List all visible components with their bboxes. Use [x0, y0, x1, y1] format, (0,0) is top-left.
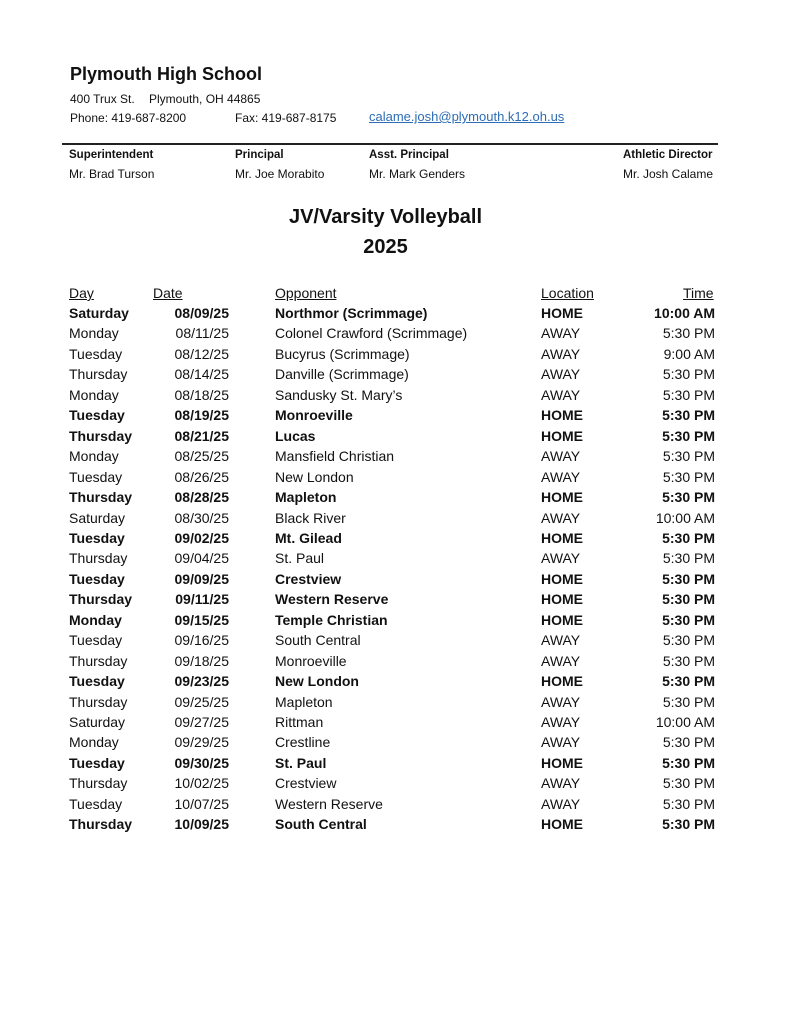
row-location: AWAY — [541, 468, 581, 485]
row-opponent: St. Paul — [275, 550, 325, 567]
row-day: Monday — [69, 325, 119, 342]
row-opponent: Monroeville — [275, 407, 353, 424]
row-location: HOME — [541, 591, 583, 608]
row-day: Thursday — [69, 366, 128, 383]
table-row — [0, 612, 791, 632]
row-opponent: Western Reserve — [275, 591, 389, 608]
table-row — [0, 775, 791, 795]
row-day: Tuesday — [69, 632, 123, 649]
row-time: 10:00 AM — [655, 714, 715, 730]
row-opponent: Rittman — [275, 714, 324, 730]
row-location: AWAY — [541, 345, 581, 362]
row-date: 09/25/25 — [174, 693, 229, 710]
staff-title-principal: Principal — [235, 149, 284, 161]
row-date: 09/11/25 — [175, 591, 229, 608]
row-date: 08/14/25 — [174, 366, 229, 383]
row-opponent: New London — [275, 468, 354, 485]
row-opponent: Mapleton — [275, 693, 333, 710]
row-opponent: Western Reserve — [275, 795, 383, 812]
row-time: 5:30 PM — [662, 754, 715, 771]
row-time: 5:30 PM — [662, 673, 715, 690]
row-opponent: Black River — [275, 509, 346, 526]
row-day: Tuesday — [69, 468, 123, 485]
row-time: 5:30 PM — [662, 693, 715, 710]
row-date: 09/23/25 — [174, 673, 229, 690]
row-location: AWAY — [541, 509, 581, 526]
row-time: 5:30 PM — [662, 734, 715, 751]
row-day: Saturday — [69, 509, 126, 526]
table-row — [0, 796, 791, 816]
row-day: Monday — [69, 734, 119, 751]
table-row — [0, 366, 791, 386]
school-phone: Phone: 419-687-8200 — [70, 111, 187, 125]
school-street: 400 Trux St. — [70, 92, 135, 106]
row-date: 10/02/25 — [174, 775, 229, 792]
table-row — [0, 305, 791, 325]
row-location: HOME — [541, 489, 583, 506]
row-date: 10/09/25 — [174, 816, 229, 833]
row-time: 5:30 PM — [662, 407, 715, 424]
row-time: 5:30 PM — [662, 386, 715, 403]
row-location: AWAY — [541, 632, 581, 649]
row-date: 08/18/25 — [174, 386, 229, 403]
header-day: Day — [69, 285, 94, 301]
row-day: Tuesday — [69, 529, 125, 546]
row-day: Tuesday — [69, 345, 123, 362]
row-time: 5:30 PM — [662, 795, 715, 812]
row-location: AWAY — [541, 693, 581, 710]
row-day: Tuesday — [69, 754, 125, 771]
row-date: 08/28/25 — [174, 489, 229, 506]
row-date: 09/27/25 — [174, 714, 229, 730]
table-row — [0, 632, 791, 652]
row-day: Tuesday — [69, 673, 125, 690]
row-time: 5:30 PM — [662, 448, 715, 465]
row-date: 08/09/25 — [174, 305, 229, 321]
table-row — [0, 407, 791, 427]
row-location: HOME — [541, 407, 583, 424]
row-date: 09/16/25 — [174, 632, 229, 649]
row-time: 5:30 PM — [662, 632, 715, 649]
table-row — [0, 694, 791, 714]
row-opponent: Monroeville — [275, 652, 347, 669]
row-time: 5:30 PM — [662, 366, 715, 383]
row-location: HOME — [541, 305, 583, 321]
row-opponent: St. Paul — [275, 754, 327, 771]
row-location: AWAY — [541, 652, 581, 669]
row-day: Thursday — [69, 693, 128, 710]
table-row — [0, 510, 791, 530]
row-opponent: Crestview — [275, 570, 342, 587]
school-city: Plymouth, OH 44865 — [149, 92, 261, 106]
row-date: 09/09/25 — [174, 570, 229, 587]
row-date: 08/19/25 — [174, 407, 229, 424]
row-day: Monday — [69, 611, 122, 628]
header-time: Time — [683, 285, 714, 301]
row-location: HOME — [541, 816, 583, 833]
row-time: 5:30 PM — [662, 775, 715, 792]
row-date: 08/12/25 — [174, 345, 229, 362]
row-day: Thursday — [69, 427, 133, 444]
table-row — [0, 734, 791, 754]
row-day: Thursday — [69, 816, 133, 833]
row-day: Thursday — [69, 550, 128, 567]
row-day: Thursday — [69, 652, 128, 669]
row-time: 5:30 PM — [662, 652, 715, 669]
row-time: 9:00 AM — [663, 345, 715, 362]
row-time: 5:30 PM — [662, 325, 715, 342]
row-time: 5:30 PM — [662, 427, 715, 444]
table-row — [0, 714, 791, 734]
row-opponent: Mt. Gilead — [275, 529, 342, 546]
row-time: 5:30 PM — [662, 489, 715, 506]
table-row — [0, 469, 791, 489]
row-location: AWAY — [541, 775, 581, 792]
row-opponent: Danville (Scrimmage) — [275, 366, 409, 383]
row-opponent: Crestview — [275, 775, 337, 792]
header-date: Date — [153, 285, 183, 301]
row-location: AWAY — [541, 734, 581, 751]
table-row — [0, 325, 791, 345]
row-location: AWAY — [541, 325, 581, 342]
row-date: 08/25/25 — [174, 448, 229, 465]
athletic-email-link[interactable]: calame.josh@plymouth.k12.oh.us — [369, 109, 565, 124]
staff-name-superintendent: Mr. Brad Turson — [69, 167, 155, 181]
staff-name-asst-principal: Mr. Mark Genders — [369, 167, 466, 181]
row-opponent: South Central — [275, 816, 367, 833]
row-location: HOME — [541, 570, 583, 587]
table-row — [0, 530, 791, 550]
row-time: 5:30 PM — [662, 570, 715, 587]
row-day: Tuesday — [69, 570, 125, 587]
row-opponent: Bucyrus (Scrimmage) — [275, 345, 410, 362]
schedule-title: JV/Varsity Volleyball — [288, 206, 483, 228]
row-date: 09/15/25 — [174, 611, 229, 628]
row-day: Monday — [69, 448, 119, 465]
row-location: HOME — [541, 754, 583, 771]
header-location: Location — [541, 285, 594, 301]
row-opponent: South Central — [275, 632, 361, 649]
row-day: Thursday — [69, 489, 133, 506]
row-location: AWAY — [541, 448, 581, 465]
row-opponent: Crestline — [275, 734, 331, 751]
table-row — [0, 591, 791, 611]
staff-title-superintendent: Superintendent — [69, 149, 154, 161]
row-opponent: Mansfield Christian — [275, 448, 395, 465]
row-date: 08/21/25 — [174, 427, 229, 444]
table-row — [0, 346, 791, 366]
schedule-year: 2025 — [363, 236, 408, 258]
school-fax: Fax: 419-687-8175 — [235, 111, 337, 125]
row-location: HOME — [541, 427, 583, 444]
table-row — [0, 428, 791, 448]
row-time: 10:00 AM — [655, 509, 715, 526]
row-opponent: Northmor (Scrimmage) — [275, 305, 428, 321]
school-name: Plymouth High School — [70, 64, 262, 84]
row-day: Saturday — [69, 305, 129, 321]
row-opponent: Sandusky St. Mary’s — [275, 386, 403, 403]
row-date: 09/18/25 — [174, 652, 229, 669]
row-date: 08/30/25 — [174, 509, 229, 526]
row-day: Saturday — [69, 714, 126, 730]
row-location: HOME — [541, 673, 583, 690]
row-time: 5:30 PM — [662, 816, 715, 833]
table-row — [0, 653, 791, 673]
row-day: Thursday — [69, 775, 128, 792]
header-opponent: Opponent — [275, 285, 337, 301]
row-day: Tuesday — [69, 407, 125, 424]
table-row — [0, 816, 791, 836]
row-date: 08/11/25 — [175, 325, 229, 342]
table-row — [0, 571, 791, 591]
row-date: 09/02/25 — [174, 529, 229, 546]
row-date: 09/04/25 — [174, 550, 229, 567]
row-date: 09/29/25 — [174, 734, 229, 751]
row-location: HOME — [541, 529, 583, 546]
row-date: 09/30/25 — [174, 754, 229, 771]
row-opponent: Colonel Crawford (Scrimmage) — [275, 325, 468, 342]
row-location: AWAY — [541, 386, 581, 403]
row-time: 5:30 PM — [662, 611, 715, 628]
table-row — [0, 489, 791, 509]
row-location: AWAY — [541, 795, 581, 812]
row-time: 5:30 PM — [662, 550, 715, 567]
row-time: 5:30 PM — [662, 529, 715, 546]
table-row — [0, 550, 791, 570]
staff-name-athletic-director: Mr. Josh Calame — [623, 167, 714, 181]
row-day: Monday — [69, 386, 119, 403]
row-time: 5:30 PM — [662, 468, 715, 485]
row-location: AWAY — [541, 366, 581, 383]
staff-title-asst-principal: Asst. Principal — [369, 149, 449, 161]
staff-title-athletic-director: Athletic Director — [623, 149, 713, 161]
staff-name-principal: Mr. Joe Morabito — [235, 167, 325, 181]
row-opponent: New London — [275, 673, 359, 690]
row-location: AWAY — [541, 550, 581, 567]
row-location: AWAY — [541, 714, 581, 730]
table-row — [0, 755, 791, 775]
row-day: Tuesday — [69, 795, 123, 812]
row-time: 10:00 AM — [654, 305, 715, 321]
row-date: 08/26/25 — [174, 468, 229, 485]
table-row — [0, 387, 791, 407]
row-location: HOME — [541, 611, 583, 628]
row-opponent: Temple Christian — [275, 611, 388, 628]
row-opponent: Mapleton — [275, 489, 337, 506]
table-row — [0, 448, 791, 468]
row-opponent: Lucas — [275, 427, 316, 444]
row-time: 5:30 PM — [662, 591, 715, 608]
header-divider — [62, 143, 718, 145]
table-row — [0, 673, 791, 693]
row-day: Thursday — [69, 591, 133, 608]
row-date: 10/07/25 — [174, 795, 229, 812]
